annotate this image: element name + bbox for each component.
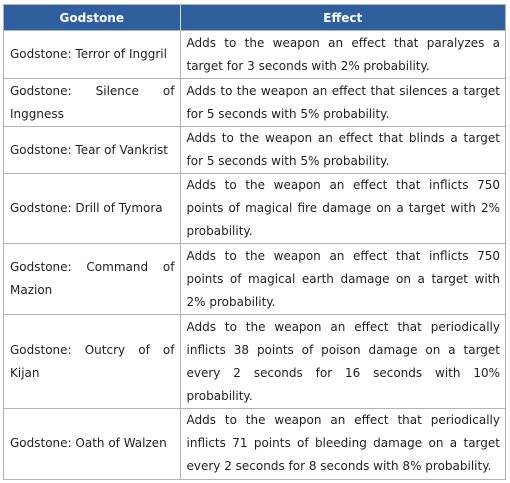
godstone-name-cell: Godstone: Oath of Walzen [4, 409, 180, 479]
effect-cell: Adds to the weapon an effect that blinds a target for 5 seconds with 5% probability. [180, 127, 505, 174]
table-row [4, 79, 505, 127]
table-row [4, 127, 505, 174]
effect-cell: Adds to the weapon an effect that inflicts 750 points of magical fire damage on a target with 2% probability. [180, 174, 505, 244]
effect-cell: Adds to the weapon an effect that paralyzes a target for 3 seconds with 2% probability. [180, 31, 505, 79]
godstone-name-cell: Godstone: Terror of Inggril [4, 31, 180, 79]
godstone-table [4, 5, 505, 479]
column-header-godstone: Godstone [4, 5, 180, 31]
column-header-effect: Effect [180, 5, 505, 31]
effect-cell: Adds to the weapon an effect that periodically inflicts 71 points of bleeding damage on a target every 2 seconds for 8 seconds with 8% probability. [186, 413, 500, 474]
table-row [4, 31, 505, 79]
table-row [4, 244, 505, 315]
table-header-row [4, 5, 505, 31]
table-row [4, 315, 505, 409]
effect-cell: Adds to the weapon an effect that silences a target for 5 seconds with 5% probability. [180, 79, 505, 127]
effect-cell: Adds to the weapon an effect that periodically inflicts 38 points of poison damage on a target every 2 seconds for 16 seconds with 10% probability. [180, 315, 505, 409]
table-row [4, 409, 505, 479]
godstone-name-cell: Godstone: Drill of Tymora [4, 174, 180, 244]
table-row [4, 174, 505, 244]
godstone-name-cell: Godstone: Outcry of of Kijan [4, 315, 180, 409]
effect-cell: Adds to the weapon an effect that inflicts 750 points of magical earth damage on a target with 2% probability. [180, 244, 505, 315]
godstone-name-cell: Godstone: Tear of Vankrist [4, 127, 180, 174]
godstone-name-cell: Godstone: Command of Mazion [4, 244, 180, 315]
godstone-table-container [3, 4, 506, 480]
godstone-name-cell: Godstone: Silence of Inggness [4, 79, 180, 127]
